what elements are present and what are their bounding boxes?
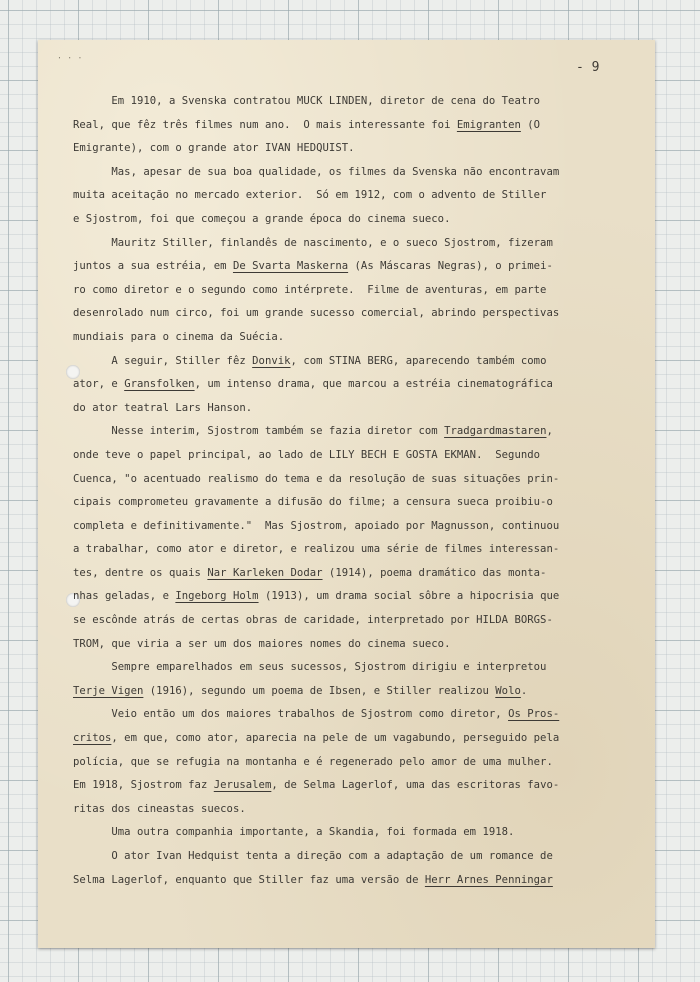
text-line [73,350,633,374]
text-line [73,137,633,161]
text-segment: ro como diretor e o segundo como intérprete. Filme de aventuras, em parte [73,283,547,296]
text-line [73,491,633,515]
text-segment: ritas dos cineastas suecos. [73,802,246,815]
text-segment: TROM, que viria a ser um dos maiores nomes do cinema sueco. [73,637,451,650]
text-line [73,727,633,751]
text-line [73,184,633,208]
text-line [73,208,633,232]
text-line [73,161,633,185]
text-segment: e Sjostrom, foi que começou a grande época do cinema sueco. [73,212,451,225]
text-line [73,255,633,279]
text-segment: nhas geladas, e [73,590,176,603]
underlined-title: critos [73,732,112,745]
text-segment: cipais comprometeu gravamente a difusão do filme; a censura sueca proibiu-o [73,496,553,509]
text-segment: mundiais para o cinema da Suécia. [73,330,285,343]
underlined-title: Nar Karleken Dodar [207,566,323,579]
text-segment: (1914), poema dramático das monta- [322,566,547,579]
underlined-title: Gransfolken [124,378,195,391]
text-segment: , um intenso drama, que marcou a estréia cinematográfica [194,378,553,391]
text-line [73,538,633,562]
text-line [73,279,633,303]
text-line [73,869,633,893]
text-segment: , de Selma Lagerlof, uma das escritoras favo- [271,779,560,792]
page-number: - 9 [576,60,600,75]
text-line [73,232,633,256]
text-line [73,515,633,539]
underlined-title: Terje Vigen [73,684,144,697]
text-segment: A seguir, Stiller fêz [73,354,253,367]
text-line [73,326,633,350]
text-segment: a trabalhar, como ator e diretor, e realizou uma série de filmes interessan- [73,543,560,556]
underlined-title: Wolo [495,684,521,697]
text-line [73,397,633,421]
text-segment: (1916), segundo um poema de Ibsen, e Stiller realizou [143,684,496,697]
text-line [73,774,633,798]
text-segment: tes, dentre os quais [73,566,208,579]
text-line [73,821,633,845]
text-segment: Emigrante), com o grande ator IVAN HEDQUIST. [73,142,355,155]
text-segment: O ator Ivan Hedquist tenta a direção com a adaptação de um romance de [73,850,553,862]
underlined-title: Herr Arnes Penningar [424,873,553,886]
text-line [73,302,633,326]
text-segment: , [546,425,553,438]
text-segment: Mauritz Stiller, finlandês de nascimento, e o sueco Sjostrom, fizeram [73,236,553,249]
text-segment: , com STINA BERG, aparecendo também como [290,354,547,367]
text-segment: desenrolado num circo, foi um grande sucesso comercial, abrindo perspectivas [73,307,560,320]
text-line [73,585,633,609]
text-segment: do ator teatral Lars Hanson. [73,401,253,414]
text-line [73,373,633,397]
text-segment: se escônde atrás de certas obras de caridade, interpretado por HILDA BORGS- [73,614,553,627]
text-line [73,680,633,704]
text-segment: Uma outra companhia importante, a Skandia, foi formada em 1918. [73,826,515,839]
text-segment: Sempre emparelhados em seus sucessos, Sjostrom dirigiu e interpretou [73,661,547,674]
underlined-title: Tradgardmastaren [444,425,547,438]
text-segment: Em 1918, Sjostrom faz [73,779,214,792]
text-segment: Real, que fêz três filmes num ano. O mais interessante foi [73,118,457,131]
text-line [73,703,633,727]
text-line [73,444,633,468]
text-segment: Veio então um dos maiores trabalhos de Sjostrom como diretor, [73,708,509,721]
text-segment: ator, e [73,378,125,391]
text-segment: Em 1910, a Svenska contratou MUCK LINDEN, diretor de cena do Teatro [73,95,541,107]
text-line [73,656,633,680]
text-line [73,90,633,114]
typed-page [38,40,655,948]
text-line [73,751,633,775]
text-line [73,845,633,869]
underlined-title: Jerusalem [213,779,272,792]
body-text [73,90,633,892]
text-segment: completa e definitivamente." Mas Sjostrom, apoiado por Magnusson, continuou [73,519,560,532]
text-segment: juntos a sua estréia, em [73,260,233,273]
text-segment: onde teve o papel principal, ao lado de LILY BECH E GOSTA EKMAN. Segundo [73,448,541,461]
text-segment: Cuenca, "o acentuado realismo do tema e da resolução de suas situações prin- [73,472,560,485]
underlined-title: Ingeborg Holm [175,590,259,603]
text-segment: . [520,684,528,697]
text-line [73,114,633,138]
underlined-title: Donvik [252,354,291,367]
text-line [73,609,633,633]
text-line [73,468,633,492]
underlined-title: Emigranten [456,118,521,131]
text-segment: Selma Lagerlof, enquanto que Stiller faz uma versão de [73,873,425,886]
text-segment: (O [520,118,541,131]
text-line [73,562,633,586]
text-segment: , em que, como ator, aparecia na pele de um vagabundo, perseguido pela [111,732,560,745]
underlined-title: Os Pros- [508,708,560,721]
corner-marks: ‧ ‧ ‧ [58,54,83,64]
text-segment: Nesse interim, Sjostrom também se fazia diretor com [73,425,445,438]
text-segment: (1913), um drama social sôbre a hipocrisia que [258,590,560,603]
text-segment: muita aceitação no mercado exterior. Só em 1912, com o advento de Stiller [73,189,547,202]
text-line [73,633,633,657]
underlined-title: De Svarta Maskerna [232,260,349,273]
text-segment: (As Máscaras Negras), o primei- [348,260,553,273]
text-segment: polícia, que se refugia na montanha e é regenerado pelo amor de uma mulher. [73,755,553,768]
text-line [73,420,633,444]
text-line [73,798,633,822]
text-segment: Mas, apesar de sua boa qualidade, os filmes da Svenska não encontravam [73,165,560,178]
